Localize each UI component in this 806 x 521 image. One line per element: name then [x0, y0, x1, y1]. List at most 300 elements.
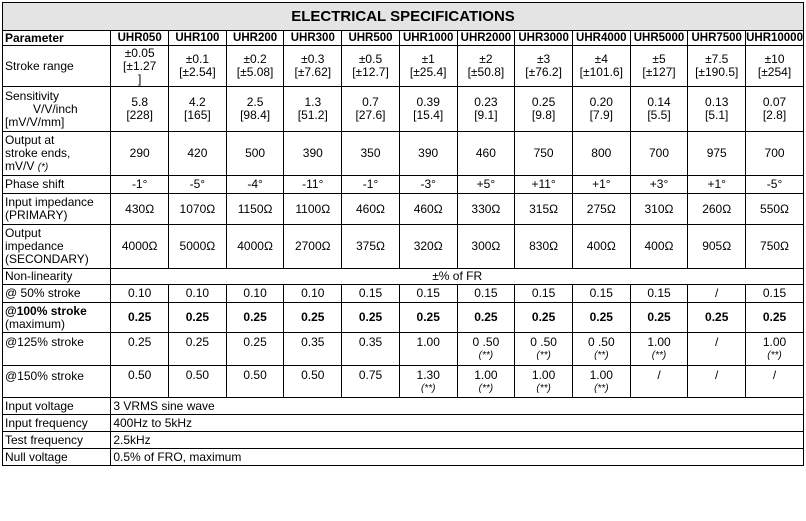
output-impedance-cell — [746, 225, 804, 269]
sensitivity-mvmm: [15.4] — [413, 108, 444, 122]
nonlin-125-cell-value: 0.25 — [243, 335, 267, 349]
nonlin-50-cell — [226, 285, 284, 303]
stroke-mm: [±5.08] — [236, 65, 274, 79]
nonlin-150-cell — [457, 366, 515, 398]
sensitivity-mvmm: [228] — [126, 108, 154, 122]
stroke-mm: [±127] — [642, 65, 676, 79]
input-impedance-cell — [630, 194, 688, 225]
sensitivity-vin: 0.23 — [474, 95, 498, 109]
phase-cell-value: -4° — [247, 177, 263, 191]
output-cell — [284, 132, 342, 176]
nonlin-100-cell — [515, 303, 573, 333]
output-cell — [457, 132, 515, 176]
stroke-inch: ±1 — [421, 52, 435, 66]
nonlin-125-cell-note: (**) — [767, 350, 782, 361]
model-header: UHR5000 — [630, 31, 688, 46]
stroke-mm-close: ] — [138, 71, 142, 86]
output-impedance-cell-value: 320Ω — [413, 239, 443, 253]
model-header: UHR4000 — [572, 31, 630, 46]
nonlin-50-cell — [399, 285, 457, 303]
nonlin-100-cell — [688, 303, 746, 333]
phase-cell — [457, 176, 515, 194]
nonlin-125-cell-note: (**) — [478, 350, 494, 361]
nonlin-125-row — [3, 333, 804, 366]
nonlin-150-cell-value: / — [772, 368, 777, 382]
phase-cell — [688, 176, 746, 194]
nonlin-100-sub: (maximum) — [5, 316, 65, 331]
null-voltage-label: Null voltage — [3, 449, 111, 466]
sensitivity-vin: 0.7 — [362, 95, 379, 109]
stroke-mm: [±50.8] — [467, 65, 505, 79]
output-impedance-cell — [226, 225, 284, 269]
nonlin-125-cell — [284, 333, 342, 366]
nonlin-100-cell — [746, 303, 804, 333]
stroke-range-cell — [515, 46, 573, 87]
input-impedance-label-2: (PRIMARY) — [5, 208, 68, 222]
phase-cell — [746, 176, 804, 194]
sensitivity-cell — [630, 87, 688, 132]
nonlin-50-cell-value: 0.10 — [243, 286, 267, 300]
nonlin-100-cell-value: 0.25 — [301, 310, 325, 324]
input-impedance-cell — [688, 194, 746, 225]
nonlin-150-cell — [515, 366, 573, 398]
nonlin-100-cell — [169, 303, 227, 333]
stroke-range-cell — [688, 46, 746, 87]
nonlin-50-cell — [572, 285, 630, 303]
stroke-range-cell — [111, 46, 169, 87]
sensitivity-cell — [169, 87, 227, 132]
nonlin-150-cell — [399, 366, 457, 398]
stroke-range-cell — [169, 46, 227, 87]
sensitivity-mvmm: [2.8] — [762, 108, 787, 122]
output-label-3: mV/V — [5, 158, 35, 173]
output-impedance-cell — [342, 225, 400, 269]
sensitivity-cell — [515, 87, 573, 132]
model-header: UHR500 — [342, 31, 400, 46]
nonlin-125-label: @125% stroke — [3, 333, 111, 366]
nonlin-125-cell-value: 0 .50 — [530, 335, 557, 349]
phase-cell-value: -3° — [420, 177, 436, 191]
nonlin-125-cell-note: (**) — [651, 350, 667, 361]
nonlin-125-cell — [515, 333, 573, 366]
input-impedance-cell — [746, 194, 804, 225]
nonlin-50-cell — [515, 285, 573, 303]
phase-cell-value: +3° — [649, 177, 669, 191]
input-impedance-cell — [169, 194, 227, 225]
nonlin-50-cell — [746, 285, 804, 303]
phase-cell-value: +5° — [476, 177, 496, 191]
output-impedance-cell — [457, 225, 515, 269]
output-cell-value: 800 — [591, 146, 612, 160]
stroke-inch: ±0.5 — [358, 52, 383, 66]
nonlin-150-cell — [226, 366, 284, 398]
sensitivity-vin: 0.14 — [647, 95, 671, 109]
input-voltage-label: Input voltage — [3, 398, 111, 415]
sensitivity-mvmm: [9.1] — [474, 108, 498, 122]
nonlin-100-cell-value: 0.25 — [474, 310, 498, 324]
output-impedance-cell — [572, 225, 630, 269]
input-impedance-label — [3, 194, 111, 225]
input-impedance-cell — [399, 194, 457, 225]
nonlin-150-cell — [342, 366, 400, 398]
nonlin-150-cell — [111, 366, 169, 398]
nonlin-50-cell-value: / — [715, 286, 719, 300]
nonlin-50-cell-value: 0.15 — [416, 286, 440, 300]
nonlin-150-cell-value: 0.50 — [243, 368, 267, 382]
stroke-range-cell — [342, 46, 400, 87]
stroke-mm: [±25.4] — [409, 65, 447, 79]
output-cell-value: 750 — [533, 146, 554, 160]
electrical-specifications-table — [2, 2, 804, 466]
output-cell — [111, 132, 169, 176]
null-voltage-row — [3, 449, 804, 466]
sensitivity-title: Sensitivity — [5, 88, 60, 103]
nonlin-125-cell-value: 0 .50 — [472, 335, 500, 349]
input-frequency-value: 400Hz to 5kHz — [111, 415, 804, 432]
non-linearity-unit: ±% of FR — [111, 269, 804, 285]
nonlin-100-cell — [342, 303, 400, 333]
model-header: UHR3000 — [515, 31, 573, 46]
input-impedance-label-1: Input impedance — [5, 195, 94, 209]
nonlin-50-cell-value: 0.15 — [358, 286, 383, 300]
model-header: UHR300 — [284, 31, 342, 46]
stroke-range-cell — [226, 46, 284, 87]
nonlin-50-cell-value: 0.15 — [647, 286, 671, 300]
input-impedance-cell — [284, 194, 342, 225]
nonlin-125-cell-note: (**) — [536, 350, 551, 361]
nonlin-50-cell — [169, 285, 227, 303]
output-cell-value: 460 — [475, 146, 496, 160]
phase-cell — [111, 176, 169, 194]
test-frequency-value: 2.5kHz — [111, 432, 804, 449]
stroke-inch: ±2 — [479, 52, 493, 66]
stroke-mm: [±12.7] — [352, 65, 389, 79]
nonlin-50-cell-value: 0.10 — [301, 286, 325, 300]
phase-shift-label: Phase shift — [3, 176, 111, 194]
sensitivity-mvmm: [98.4] — [240, 108, 271, 122]
nonlin-100-cell-value: 0.25 — [531, 310, 556, 324]
nonlin-150-cell — [746, 366, 804, 398]
stroke-range-cell — [284, 46, 342, 87]
null-voltage-value: 0.5% of FRO, maximum — [111, 449, 804, 466]
nonlin-150-cell-value: 0.75 — [358, 368, 383, 382]
nonlin-100-cell-value: 0.25 — [416, 310, 440, 324]
phase-cell-value: +1° — [592, 177, 611, 191]
phase-cell — [226, 176, 284, 194]
phase-cell-value: -5° — [766, 177, 783, 191]
nonlin-150-cell-value: 1.30 — [416, 368, 440, 382]
nonlin-50-cell-value: 0.15 — [474, 286, 498, 300]
nonlin-50-cell-value: 0.15 — [531, 286, 556, 300]
nonlin-100-cell — [399, 303, 457, 333]
nonlin-150-row — [3, 366, 804, 398]
model-header: UHR7500 — [688, 31, 746, 46]
nonlin-125-cell-value: 0.25 — [185, 335, 210, 349]
stroke-range-cell — [457, 46, 515, 87]
output-cell — [515, 132, 573, 176]
output-cell — [572, 132, 630, 176]
nonlin-125-cell — [746, 333, 804, 366]
phase-cell-value: -11° — [302, 177, 324, 191]
input-impedance-cell-value: 1070Ω — [179, 201, 216, 216]
input-frequency-label: Input frequency — [3, 415, 111, 432]
nonlin-100-cell-value: 0.25 — [243, 310, 267, 324]
output-cell — [342, 132, 400, 176]
nonlin-150-cell-value: 0.50 — [301, 368, 325, 382]
output-cell — [746, 132, 804, 176]
nonlin-100-cell — [226, 303, 284, 333]
nonlin-125-cell — [169, 333, 227, 366]
nonlin-100-cell — [111, 303, 169, 333]
nonlin-100-cell-value: 0.25 — [647, 310, 671, 324]
stroke-mm: [±76.2] — [525, 65, 562, 79]
output-impedance-cell-value: 300Ω — [471, 239, 501, 253]
output-cell-value: 420 — [187, 146, 208, 160]
stroke-range-row — [3, 46, 804, 87]
output-cell-value: 700 — [764, 146, 785, 160]
nonlin-150-cell — [688, 366, 746, 398]
model-header: UHR050 — [111, 31, 169, 46]
output-impedance-cell-value: 4000Ω — [121, 239, 158, 253]
input-impedance-cell-value: 330Ω — [471, 201, 501, 216]
nonlin-50-cell-value: 0.10 — [185, 286, 210, 300]
non-linearity-row — [3, 269, 804, 285]
input-impedance-cell-value: 275Ω — [586, 201, 616, 216]
input-impedance-cell — [515, 194, 573, 225]
output-impedance-cell-value: 2700Ω — [294, 239, 331, 253]
output-note: (*) — [37, 161, 49, 173]
output-cell-value: 975 — [706, 146, 727, 160]
nonlin-100-cell — [572, 303, 630, 333]
nonlin-125-cell-value: 0.25 — [128, 335, 152, 349]
nonlin-50-label: @ 50% stroke — [3, 285, 111, 303]
nonlin-150-cell — [169, 366, 227, 398]
nonlin-125-cell-value: 1.00 — [647, 335, 671, 349]
sensitivity-cell — [399, 87, 457, 132]
stroke-range-cell — [399, 46, 457, 87]
output-impedance-cell — [399, 225, 457, 269]
nonlin-100-cell — [630, 303, 688, 333]
stroke-range-cell — [630, 46, 688, 87]
nonlin-150-cell-value: / — [715, 368, 719, 382]
nonlin-50-cell-value: 0.15 — [762, 286, 787, 300]
sensitivity-vin: 1.3 — [304, 95, 322, 109]
model-header: UHR1000 — [399, 31, 457, 46]
output-impedance-label — [3, 225, 111, 269]
model-header: UHR200 — [226, 31, 284, 46]
output-label — [3, 132, 111, 176]
stroke-mm: [±101.6] — [579, 65, 623, 79]
sensitivity-unit-inch: V/V/inch — [33, 101, 78, 116]
sensitivity-cell — [111, 87, 169, 132]
phase-cell — [284, 176, 342, 194]
nonlin-125-cell-note: (**) — [594, 350, 609, 361]
stroke-inch: ±10 — [764, 52, 785, 66]
sensitivity-cell — [457, 87, 515, 132]
sensitivity-cell — [746, 87, 804, 132]
sensitivity-mvmm: [51.2] — [297, 108, 328, 122]
stroke-inch: ±3 — [536, 52, 551, 66]
stroke-inch: ±0.3 — [301, 52, 325, 66]
output-impedance-cell-value: 4000Ω — [237, 239, 273, 253]
nonlin-100-row — [3, 303, 804, 333]
output-impedance-label-2: impedance — [5, 239, 64, 253]
sensitivity-mvmm: [27.6] — [355, 108, 386, 122]
output-impedance-cell-value: 905Ω — [702, 239, 732, 253]
stroke-inch: ±0.1 — [185, 52, 210, 66]
output-impedance-cell — [515, 225, 573, 269]
nonlin-150-cell-value: 0.50 — [128, 368, 152, 382]
sensitivity-vin: 4.2 — [189, 95, 206, 109]
output-cell-value: 500 — [245, 146, 266, 160]
nonlin-150-cell — [572, 366, 630, 398]
nonlin-150-label: @150% stroke — [3, 366, 111, 398]
input-impedance-row — [3, 194, 804, 225]
nonlin-125-cell — [457, 333, 515, 366]
output-impedance-label-1: Output — [5, 226, 42, 240]
nonlin-125-cell — [342, 333, 400, 366]
stroke-inch: ±5 — [652, 52, 666, 66]
nonlin-50-cell-value: 0.10 — [128, 286, 152, 300]
stroke-mm: [±190.5] — [695, 65, 739, 79]
nonlin-150-cell-value: 0.50 — [185, 368, 210, 382]
model-header: UHR100 — [169, 31, 227, 46]
phase-cell-value: -1° — [362, 177, 379, 191]
output-impedance-row — [3, 225, 804, 269]
nonlin-100-cell-value: 0.25 — [762, 310, 787, 324]
nonlin-150-cell-note: (**) — [594, 383, 609, 394]
output-cell-value: 390 — [418, 146, 439, 160]
stroke-range-label: Stroke range — [3, 46, 111, 87]
nonlin-100-cell-value: 0.25 — [705, 310, 729, 324]
sensitivity-unit-mm: [mV/V/mm] — [5, 114, 65, 129]
nonlin-50-cell — [284, 285, 342, 303]
nonlin-50-cell — [688, 285, 746, 303]
output-impedance-cell-value: 5000Ω — [179, 239, 216, 253]
output-impedance-cell-value: 375Ω — [355, 239, 385, 253]
nonlin-50-row — [3, 285, 804, 303]
test-frequency-label: Test frequency — [3, 432, 111, 449]
stroke-range-cell — [572, 46, 630, 87]
output-impedance-cell — [111, 225, 169, 269]
sensitivity-mvmm: [7.9] — [589, 108, 613, 122]
stroke-inch: ±0.2 — [243, 52, 267, 66]
nonlin-100-cell-value: 0.25 — [358, 310, 383, 324]
nonlin-100-label — [3, 303, 111, 333]
nonlin-125-cell-value: / — [715, 335, 719, 349]
stroke-mm: [±2.54] — [179, 65, 216, 79]
phase-cell-value: -5° — [189, 177, 206, 191]
output-cell-value: 700 — [648, 146, 670, 160]
output-impedance-cell — [169, 225, 227, 269]
nonlin-125-cell-value: 0.35 — [301, 335, 325, 349]
nonlin-50-cell — [342, 285, 400, 303]
parameter-header: Parameter — [3, 31, 111, 46]
output-cell — [688, 132, 746, 176]
sensitivity-row — [3, 87, 804, 132]
nonlin-150-cell-value: 1.00 — [531, 368, 556, 382]
output-impedance-label-3: (SECONDARY) — [5, 252, 89, 266]
nonlin-150-cell-value: 1.00 — [589, 368, 613, 382]
input-impedance-cell-value: 460Ω — [413, 201, 443, 216]
input-impedance-cell — [342, 194, 400, 225]
output-impedance-cell-value: 400Ω — [586, 239, 616, 253]
sensitivity-vin: 0.20 — [589, 95, 613, 109]
sensitivity-vin: 0.25 — [531, 95, 556, 109]
nonlin-150-cell-note: (**) — [420, 383, 436, 394]
nonlin-125-cell-value: 1.00 — [762, 335, 787, 349]
sensitivity-mvmm: [5.1] — [705, 108, 729, 122]
input-impedance-cell-value: 310Ω — [644, 201, 674, 216]
input-frequency-row — [3, 415, 804, 432]
stroke-inch: ±7.5 — [705, 52, 729, 66]
nonlin-100-cell-value: 0.25 — [128, 310, 152, 324]
input-impedance-cell-value: 1100Ω — [295, 201, 331, 216]
phase-cell-value: +1° — [707, 177, 726, 191]
stroke-mm: [±7.62] — [294, 65, 332, 79]
phase-cell-value: +11° — [531, 177, 556, 191]
nonlin-150-cell-note: (**) — [478, 383, 494, 394]
nonlin-100-cell — [457, 303, 515, 333]
phase-shift-row — [3, 176, 804, 194]
phase-cell — [342, 176, 400, 194]
sensitivity-mvmm: [5.5] — [647, 108, 671, 122]
nonlin-125-cell — [572, 333, 630, 366]
nonlin-100-cell-value: 0.25 — [185, 310, 210, 324]
table-title: ELECTRICAL SPECIFICATIONS — [3, 3, 804, 31]
nonlin-50-cell — [457, 285, 515, 303]
stroke-range-cell — [746, 46, 804, 87]
nonlin-150-cell-value: / — [657, 368, 661, 382]
sensitivity-vin: 2.5 — [246, 95, 264, 109]
phase-cell — [630, 176, 688, 194]
output-impedance-cell — [284, 225, 342, 269]
stroke-inch: ±4 — [594, 52, 608, 66]
sensitivity-cell — [572, 87, 630, 132]
input-impedance-cell-value: 430Ω — [125, 201, 155, 216]
nonlin-50-cell-value: 0.15 — [589, 286, 613, 300]
sensitivity-cell — [342, 87, 400, 132]
model-header: UHR2000 — [457, 31, 515, 46]
sensitivity-cell — [226, 87, 284, 132]
input-impedance-cell — [226, 194, 284, 225]
output-cell — [630, 132, 688, 176]
input-voltage-value: 3 VRMS sine wave — [111, 398, 804, 415]
nonlin-125-cell — [688, 333, 746, 366]
sensitivity-vin: 0.39 — [416, 95, 440, 109]
output-impedance-cell — [630, 225, 688, 269]
nonlin-150-cell — [630, 366, 688, 398]
sensitivity-vin: 0.07 — [762, 95, 787, 109]
header-row — [3, 31, 804, 46]
phase-cell — [515, 176, 573, 194]
nonlin-50-cell — [111, 285, 169, 303]
input-impedance-cell-value: 1150Ω — [237, 201, 273, 216]
output-impedance-cell — [688, 225, 746, 269]
stroke-inch: ±0.05 — [124, 45, 155, 60]
sensitivity-cell — [688, 87, 746, 132]
output-cell — [399, 132, 457, 176]
sensitivity-vin: 0.13 — [705, 95, 729, 109]
model-header: UHR10000 — [746, 31, 803, 44]
nonlin-150-cell — [284, 366, 342, 398]
output-impedance-cell-value: 830Ω — [529, 239, 559, 253]
input-impedance-cell-value: 260Ω — [702, 201, 732, 216]
sensitivity-cell — [284, 87, 342, 132]
sensitivity-label — [3, 87, 111, 132]
output-cell-value: 290 — [129, 146, 150, 160]
test-frequency-row — [3, 432, 804, 449]
